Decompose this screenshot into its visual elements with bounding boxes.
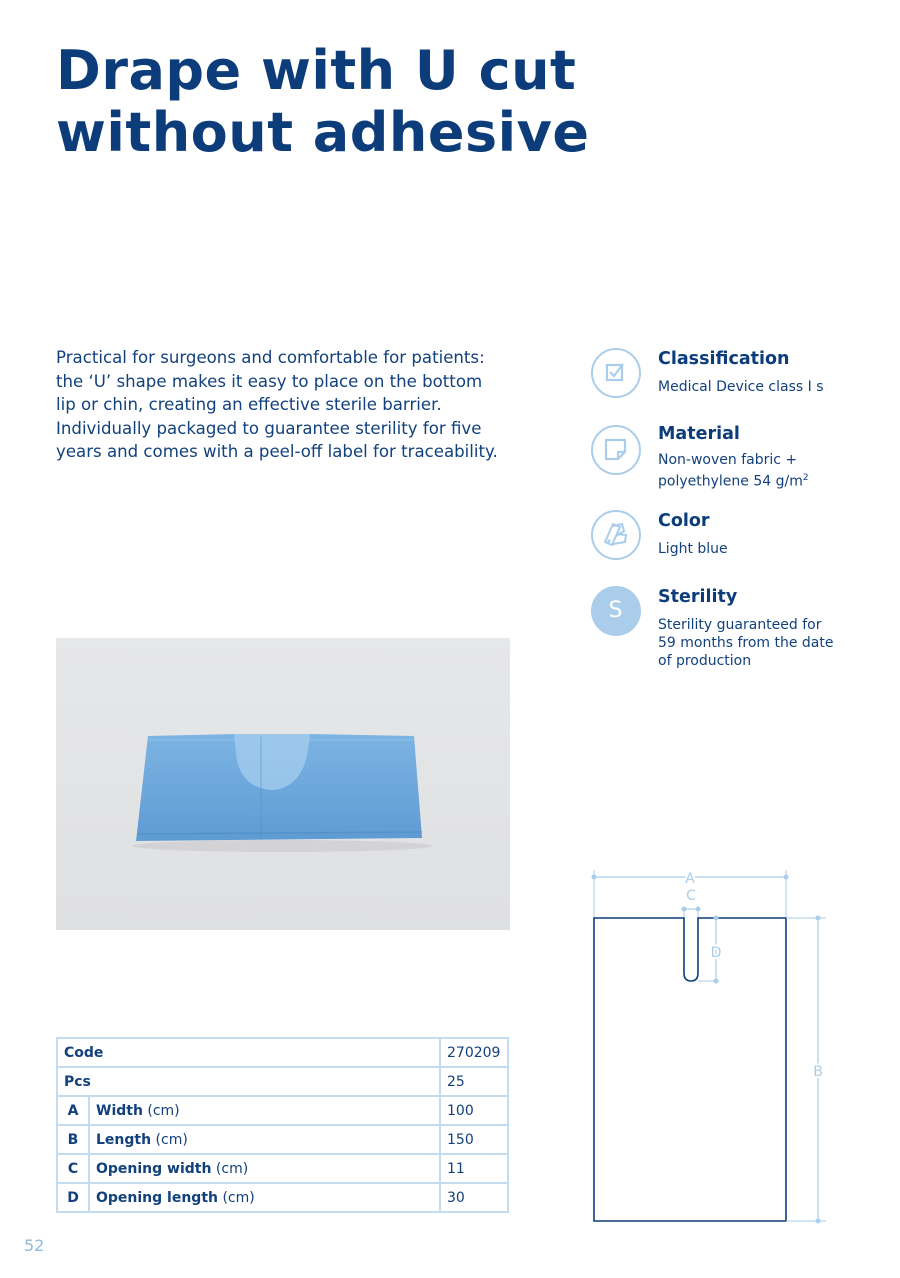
dimension-value: 11 <box>440 1154 508 1183</box>
dimension-name: Width <box>96 1102 143 1119</box>
spec-material <box>591 425 881 515</box>
dimension-d-label: D <box>710 945 722 961</box>
dimension-unit: (cm) <box>222 1189 255 1206</box>
spec-label: Color <box>658 511 710 531</box>
dimension-label <box>89 1125 440 1154</box>
dimension-label <box>89 1154 440 1183</box>
page-number: 52 <box>24 1236 45 1255</box>
dimension-letter: A <box>57 1096 89 1125</box>
spec-label: Classification <box>658 349 790 369</box>
title-line-2: without adhesive <box>56 101 590 164</box>
table-row <box>57 1096 508 1125</box>
spec-sterility <box>591 586 881 676</box>
dimension-label <box>89 1096 440 1125</box>
dimension-name: Opening width <box>96 1160 212 1177</box>
table-row-code <box>57 1038 508 1067</box>
table-row-pcs <box>57 1067 508 1096</box>
spec-label: Material <box>658 424 740 444</box>
dimension-unit: (cm) <box>215 1160 249 1177</box>
table-row <box>57 1154 508 1183</box>
dimension-value: 100 <box>440 1096 508 1125</box>
sterility-s-icon <box>591 586 641 636</box>
product-photo <box>56 638 510 930</box>
code-value: 270209 <box>440 1038 508 1067</box>
checkbox-icon <box>591 348 641 398</box>
table-row <box>57 1125 508 1154</box>
pcs-label: Pcs <box>57 1067 440 1096</box>
drape-dimension-diagram <box>580 860 840 1230</box>
dimension-label <box>89 1183 440 1212</box>
spec-value: Light blue <box>658 541 728 557</box>
dimension-value: 30 <box>440 1183 508 1212</box>
spec-value <box>658 451 858 491</box>
dimension-unit: (cm) <box>155 1131 188 1148</box>
product-description: Practical for surgeons and comfortable for patients: the ‘U’ shape makes it easy to place on the bottom lip or chin, creating an effective sterile barrier. Individually packaged to guarantee sterility for five years and comes with a peel-off label for traceability. <box>56 348 498 461</box>
color-swatch-icon <box>591 510 641 560</box>
pcs-value: 25 <box>440 1067 508 1096</box>
table-row <box>57 1183 508 1212</box>
dimension-value: 150 <box>440 1125 508 1154</box>
spec-value: Medical Device class I s <box>658 379 824 395</box>
spec-label: Sterility <box>658 587 738 607</box>
spec-value-line-1: Non-woven fabric + <box>658 452 798 468</box>
fabric-sheet-icon <box>591 425 641 475</box>
spec-value-line-2: polyethylene 54 g/m <box>658 473 803 490</box>
dimension-a-label: A <box>685 871 695 887</box>
dimension-letter: D <box>57 1183 89 1212</box>
spec-value-superscript: 2 <box>802 473 809 483</box>
dimension-unit: (cm) <box>147 1102 180 1119</box>
sterility-letter: S <box>608 597 623 623</box>
dimension-name: Opening length <box>96 1189 218 1206</box>
page-title <box>56 40 589 164</box>
code-label: Code <box>57 1038 440 1067</box>
specs-table <box>56 1037 509 1213</box>
dimension-c-label: C <box>686 888 696 904</box>
spec-value: Sterility guaranteed for 59 months from the date of production <box>658 617 834 669</box>
title-line-1: Drape with U cut <box>56 39 577 102</box>
dimension-b-label: B <box>813 1064 823 1080</box>
dimension-name: Length <box>96 1131 152 1148</box>
dimension-letter: B <box>57 1125 89 1154</box>
dimension-letter: C <box>57 1154 89 1183</box>
